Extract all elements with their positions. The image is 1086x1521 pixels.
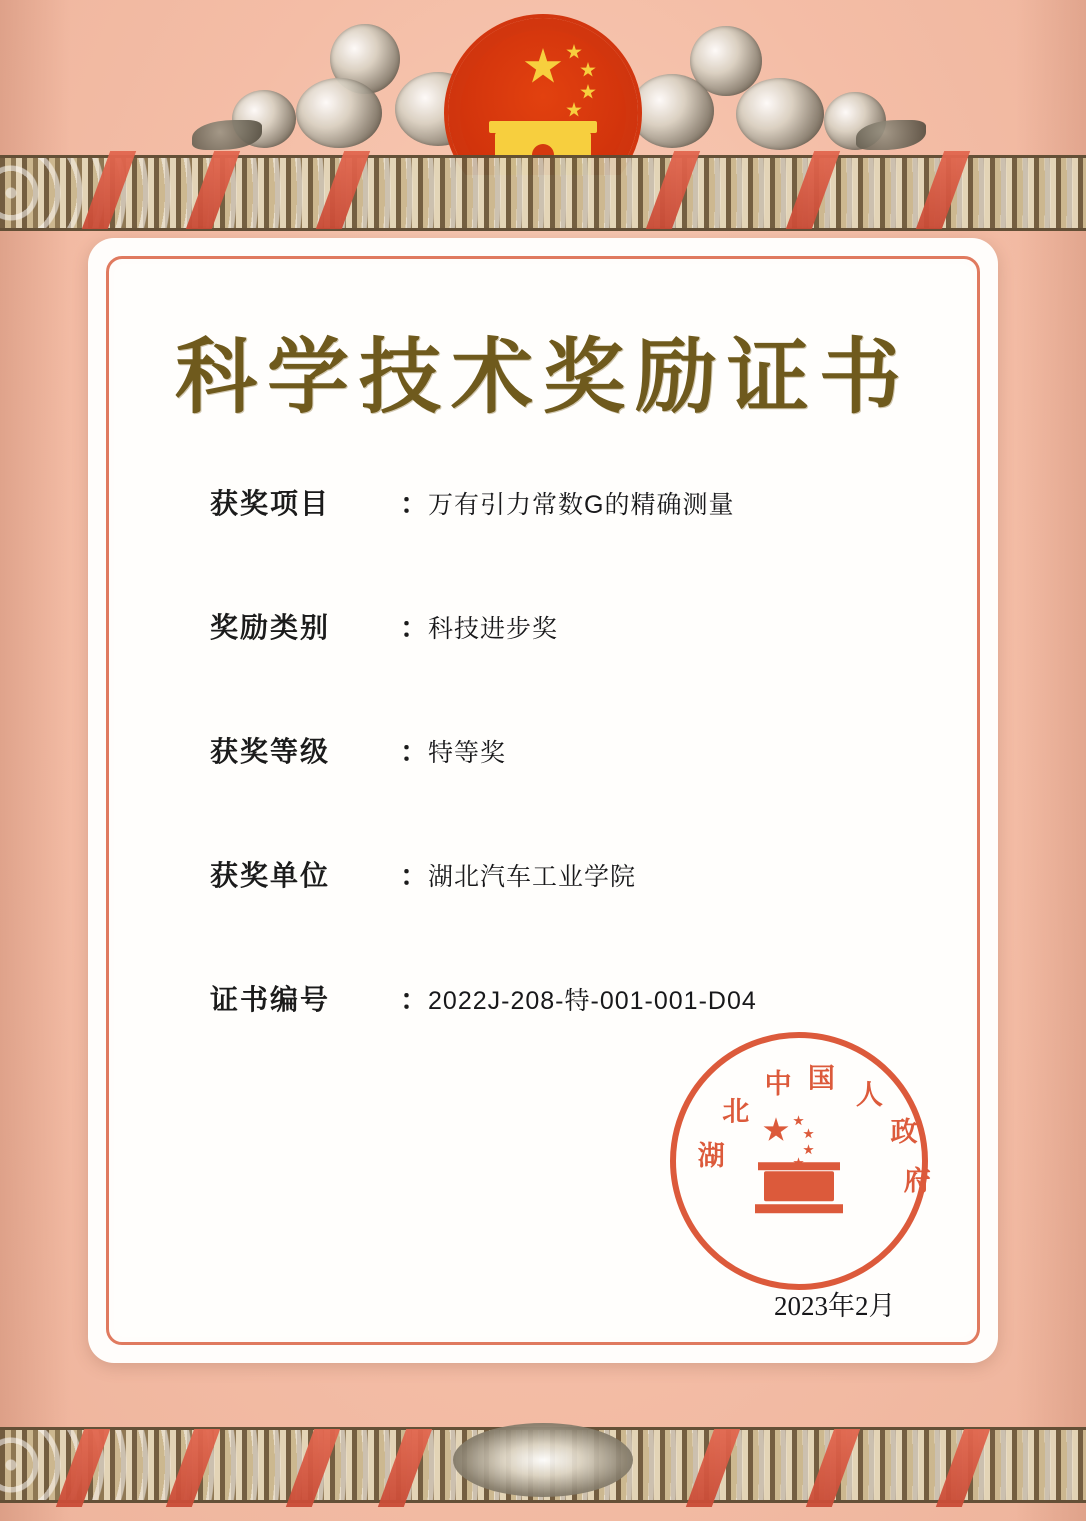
field-colon-certificate-number: ： xyxy=(400,984,429,1015)
flower-chrysanthemum-right xyxy=(736,78,824,150)
field-value-certificate-number: 2022J-208-特-001-001-D04 xyxy=(428,987,757,1015)
field-row-award-category xyxy=(210,606,912,646)
seal-char-3: 国 xyxy=(807,1063,835,1094)
flower-peony-right xyxy=(630,74,714,148)
field-label-award-category: 奖励类别 xyxy=(210,612,331,643)
top-floral-decoration xyxy=(0,0,1086,175)
seal-gate-icon xyxy=(764,1171,834,1201)
official-seal-stamp xyxy=(670,1032,931,1290)
field-row-certificate-number xyxy=(210,978,912,1018)
certificate-fields xyxy=(210,482,912,1018)
field-value-award-project: 万有引力常数G的精确测量 xyxy=(428,491,735,519)
field-label-award-project: 获奖项目 xyxy=(210,488,331,519)
field-value-award-unit: 湖北汽车工业学院 xyxy=(428,863,637,891)
national-emblem-icon xyxy=(448,18,638,175)
seal-char-7: 湖 xyxy=(697,1141,725,1172)
seal-char-6: 府 xyxy=(903,1165,931,1196)
field-value-award-category: 科技进步奖 xyxy=(428,615,559,643)
seal-star-small-3-icon xyxy=(803,1144,814,1155)
seal-emblem-icon xyxy=(743,1107,855,1219)
seal-char-5: 政 xyxy=(890,1116,918,1147)
seal-char-2: 中 xyxy=(764,1068,792,1099)
field-colon-award-project: ： xyxy=(400,488,429,519)
seal-char-4: 人 xyxy=(855,1079,883,1110)
field-row-award-project xyxy=(210,482,912,522)
seal-star-small-2-icon xyxy=(803,1128,814,1139)
bottom-floral-medallion xyxy=(453,1423,633,1497)
field-label-certificate-number: 证书编号 xyxy=(210,984,331,1015)
top-ornament-band xyxy=(0,155,1086,231)
certificate-card-inner xyxy=(114,264,972,1337)
seal-char-1: 北 xyxy=(722,1096,750,1127)
certificate-card xyxy=(88,238,998,1363)
field-colon-award-unit: ： xyxy=(400,860,429,891)
flower-chrysanthemum-left xyxy=(296,78,382,148)
seal-star-small-1-icon xyxy=(793,1115,804,1126)
field-row-award-level xyxy=(210,730,912,770)
field-colon-award-level: ： xyxy=(400,736,429,767)
field-value-award-level: 特等奖 xyxy=(428,739,507,767)
field-row-award-unit xyxy=(210,854,912,894)
field-colon-award-category: ： xyxy=(400,612,429,643)
seal-star-large-icon xyxy=(763,1117,789,1143)
seal-base-icon xyxy=(755,1204,843,1213)
certificate-title: 科学技术奖励证书 xyxy=(174,332,911,423)
field-label-award-level: 获奖等级 xyxy=(210,736,331,767)
certificate-date: 2023年2月 xyxy=(774,1291,896,1321)
field-label-award-unit: 获奖单位 xyxy=(210,860,331,891)
